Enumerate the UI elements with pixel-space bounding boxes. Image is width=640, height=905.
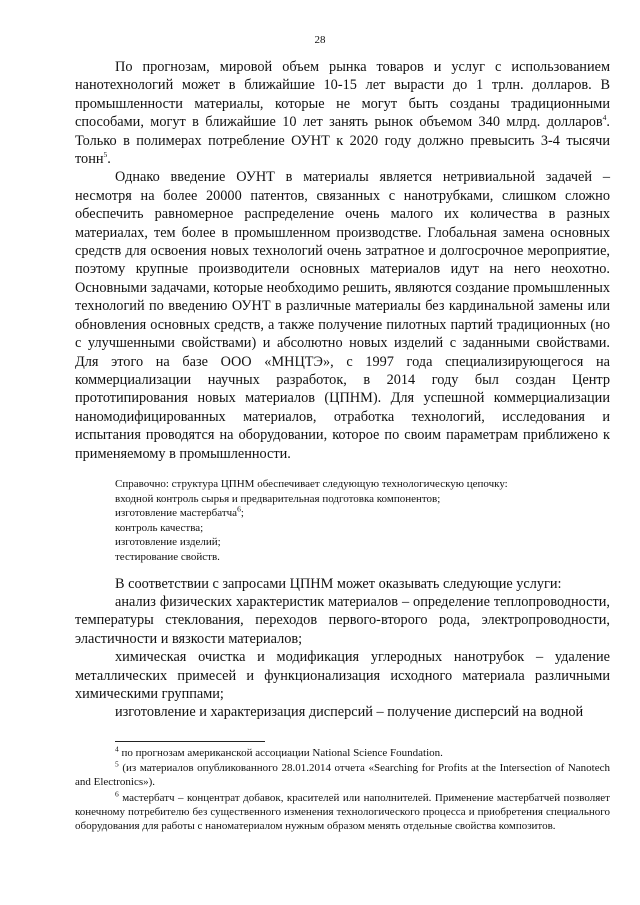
footnote-text: по прогнозам американской ассоциации National Science Foundation.: [121, 747, 443, 759]
footnote-6: [75, 788, 610, 834]
reference-note-item: изготовление изделий;: [115, 536, 221, 549]
reference-note-item-text: изготовление мастербатча: [115, 507, 238, 520]
reference-note-intro: Справочно: структура ЦПНМ обеспечивает следующую технологическую цепочку:: [115, 477, 508, 490]
footnote-4: [75, 746, 610, 760]
paragraph-ount-introduction: Однако введение ОУНТ в материалы является нетривиальной задачей – несмотря на более 20000 патентов, связанных с нанотрубками, слишком сложно обеспечить равномерное распределение очень малого их количества в разных материалах, тем более в промышленном производстве. Глобальная замена основных средств для освоения новых технологий очень затратное и долгосрочное мероприятие, поэтому крупные производители основных материалов идут на него неохотно. Основными задачами, которые необходимо решить, являются создание промышленных технологий по введению ОУНТ в различные материалы без кардинальной замены или обновления основных средств, а также получение пилотных партий традиционных (но с улучшенными свойствами) и абсолютно новых изделий с заданными свойствами. Для этого на базе ООО «МНЦТЭ», с 1997 года специализирующегося на коммерциализации научных разработок, в 2014 году был создан Центр прототипирования новых материалов (ЦПНМ). Для успешной коммерциализации наномодифицированных материалов, отработка технологий, исследования и испытания проводятся на оборудовании, которое по своим параметрам приближено к применяемому в промышленности.: [75, 169, 610, 462]
reference-note-item: [115, 506, 610, 521]
footnote-ref-4[interactable]: 4: [602, 113, 607, 123]
reference-note-item: контроль качества;: [115, 521, 204, 534]
footnote-text: (из материалов опубликованного 28.01.2014 отчета «Searching for Profits at the Intersection of Nanotech and Electronics»).: [75, 762, 610, 789]
paragraph-text: По прогнозам, мировой объем рынка товаров и услуг с использованием нанотехнологий может в ближайшие 10-15 лет вырасти до 1 трлн. долларов. В промышленности материалы, которые не могут быть созданы традиционными способами, могут в ближайшие 10 лет занять рынок объемом 340 млрд. долларов: [75, 59, 610, 131]
reference-note-item-suffix: ;: [240, 507, 244, 520]
footnote-ref-5[interactable]: 5: [103, 150, 108, 160]
reference-note: [115, 477, 610, 565]
footnote-text: мастербатч – концентрат добавок, красителей или наполнителей. Применение мастербатчей позволяет конечному потребителю без существенного изменения технологического процесса и приобретения специального оборудования для работы с наноматериалом нужным образом менять отдельные свойства композитов.: [75, 791, 610, 833]
footnote-mark: 5: [115, 759, 119, 769]
service-item: химическая очистка и модификация углеродных нанотрубок – удаление металлических примесей и функционализация исходного материала различными химическими группами;: [75, 649, 610, 702]
service-item: анализ физических характеристик материалов – определение теплопроводности, температуры стеклования, переходов первого-второго рода, электропроводности, эластичности и вязкости материалов;: [75, 593, 610, 647]
services-intro: В соответствии с запросами ЦПНМ может оказывать следующие услуги:: [115, 575, 562, 592]
footnote-5: [75, 761, 610, 789]
reference-note-item: тестирование свойств.: [115, 550, 220, 563]
paragraph-text: . Только в полимерах потребление ОУНТ к 2020 году должно превысить 3-4 тысячи тонн: [75, 114, 610, 168]
reference-note-item: входной контроль сырья и предварительная подготовка компонентов;: [115, 492, 441, 505]
page-number: 28: [314, 34, 326, 46]
footnote-mark: 4: [115, 744, 119, 754]
footnote-ref-6[interactable]: 6: [237, 504, 241, 514]
paragraph-market-forecast: [75, 58, 610, 168]
service-item: изготовление и характеризация дисперсий – получение дисперсий на водной: [115, 704, 584, 721]
footnote-divider: [115, 741, 265, 742]
paragraph-text: .: [107, 151, 111, 168]
footnote-mark: 6: [115, 788, 119, 798]
main-text: [75, 58, 610, 722]
footnotes: [75, 746, 610, 834]
